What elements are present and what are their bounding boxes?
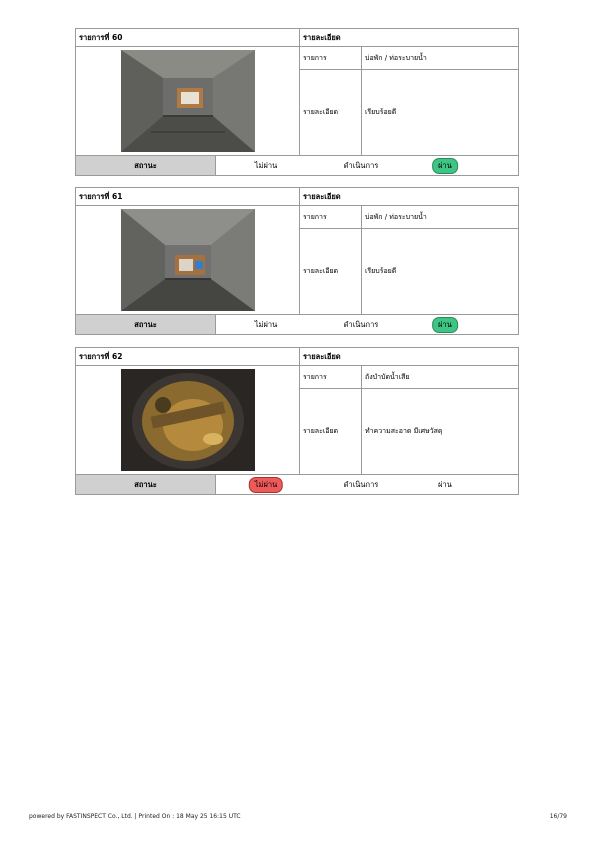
detail-header: รายละเอียด — [303, 33, 341, 42]
item-label: รายการ — [300, 366, 362, 388]
detail-header: รายละเอียด — [303, 192, 341, 201]
detail-value: เรียบร้อยดี — [365, 267, 397, 275]
photo-cell — [76, 47, 300, 155]
item-header — [76, 188, 518, 206]
item-title: รายการที่ 61 — [76, 188, 300, 205]
inspection-item-60 — [75, 28, 519, 176]
item-title: รายการที่ 62 — [76, 348, 300, 365]
page-number: 16/79 — [549, 813, 567, 820]
status-row — [76, 156, 518, 175]
item-value: ถังบำบัดน้ำเสีย — [365, 372, 410, 381]
detail-label: รายละเอียด — [300, 70, 362, 155]
detail-table — [300, 47, 518, 155]
item-body — [76, 206, 518, 315]
inspection-item-62 — [75, 347, 519, 495]
status-pass-option[interactable]: ผ่าน — [432, 158, 458, 174]
manhole-photo[interactable] — [121, 50, 255, 152]
septic-tank-photo[interactable] — [121, 369, 255, 471]
status-pass-option[interactable]: ผ่าน — [432, 317, 458, 333]
inspection-item-61 — [75, 187, 519, 335]
status-fail-option[interactable]: ไม่ผ่าน — [254, 319, 278, 329]
item-body — [76, 47, 518, 156]
status-label: สถานะ — [76, 156, 216, 175]
footer-credit: powered by FASTINSPECT Co., Ltd. | Printed On : 18 May 25 16:15 UTC — [29, 813, 241, 820]
detail-row — [300, 70, 518, 155]
item-body — [76, 366, 518, 475]
item-value: บ่อพัก / ท่อระบายน้ำ — [365, 53, 427, 62]
photo-cell — [76, 366, 300, 474]
detail-label: รายละเอียด — [300, 229, 362, 314]
status-options — [216, 156, 518, 175]
status-label: สถานะ — [76, 475, 216, 494]
item-value: บ่อพัก / ท่อระบายน้ำ — [365, 212, 427, 221]
item-row — [300, 47, 518, 70]
status-pass-option[interactable]: ผ่าน — [438, 479, 452, 489]
detail-row — [300, 389, 518, 474]
detail-header: รายละเอียด — [303, 352, 341, 361]
status-fail-option[interactable]: ไม่ผ่าน — [249, 477, 283, 493]
item-header — [76, 29, 518, 47]
manhole-photo[interactable] — [121, 209, 255, 311]
status-options — [216, 475, 518, 494]
photo-cell — [76, 206, 300, 314]
status-in-progress-option[interactable]: ดำเนินการ — [343, 319, 379, 329]
detail-table — [300, 366, 518, 474]
status-fail-option[interactable]: ไม่ผ่าน — [254, 160, 278, 170]
item-title: รายการที่ 60 — [76, 29, 300, 46]
detail-label: รายละเอียด — [300, 389, 362, 474]
item-label: รายการ — [300, 206, 362, 228]
status-label: สถานะ — [76, 315, 216, 334]
detail-row — [300, 229, 518, 314]
detail-table — [300, 206, 518, 314]
item-header — [76, 348, 518, 366]
status-in-progress-option[interactable]: ดำเนินการ — [343, 479, 379, 489]
item-row — [300, 206, 518, 229]
status-row — [76, 475, 518, 494]
status-options — [216, 315, 518, 334]
detail-value: เรียบร้อยดี — [365, 108, 397, 116]
status-row — [76, 315, 518, 334]
status-in-progress-option[interactable]: ดำเนินการ — [343, 160, 379, 170]
item-row — [300, 366, 518, 389]
item-label: รายการ — [300, 47, 362, 69]
detail-value: ทำความสะอาด มีเศษวัสดุ — [365, 427, 443, 435]
